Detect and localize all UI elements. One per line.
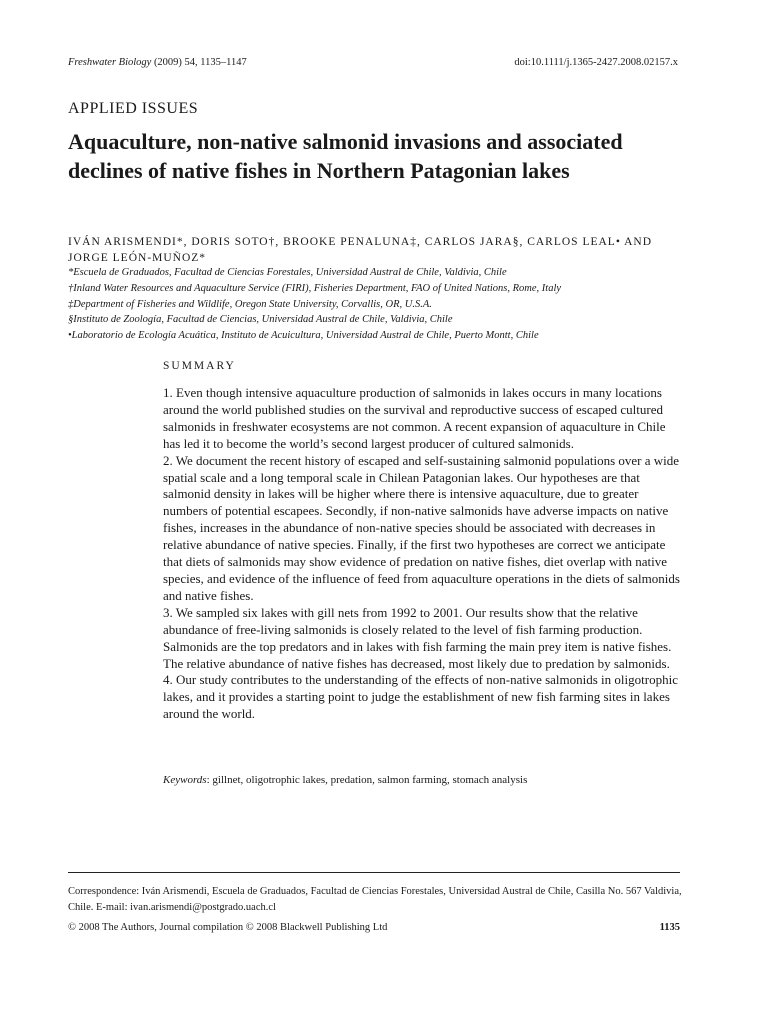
affiliation-5: •Laboratorio de Ecología Acuática, Instituto de Acuicultura, Universidad Austral de Chile, Puerto Montt, Chile — [68, 330, 539, 342]
running-header — [68, 57, 678, 68]
journal-citation — [68, 57, 247, 68]
doi[interactable]: doi:10.1111/j.1365-2427.2008.02157.x — [514, 57, 678, 68]
summary-paragraph-1: 1. Even though intensive aquaculture production of salmonids in lakes occurs in many locations around the world published studies on the survival and reproductive success of escaped cultured salmonids in freshwater ecosystems are not common. A recent expansion of aquaculture in Chile has led it to become the world’s second largest producer of cultured salmonids. — [163, 385, 666, 451]
summary-paragraph-4: 4. Our study contributes to the understanding of the effects of non-native salmonids in oligotrophic lakes, and it provides a starting point to judge the establishment of new fish farming sites in lakes around the world. — [163, 672, 678, 722]
footnote-divider — [68, 872, 680, 873]
affiliation-1: *Escuela de Graduados, Facultad de Ciencias Forestales, Universidad Austral de Chile, Valdivia, Chile — [68, 267, 507, 278]
summary-paragraph-2: 2. We document the recent history of escaped and self-sustaining salmonid populations over a wide spatial scale and a long temporal scale in Chilean Patagonian lakes. Our hypotheses are that salmonid density in lakes will be higher where there is intensive aquaculture, due to greater numbers of potential escapees. Secondly, if non-native salmonids have adverse impacts on native fishes, increases in the abundance of non-native species should be associated with decreases in relative abundance of native species. Finally, if the first two hypotheses are correct we anticipate that diets of salmonids may show evidence of predation on native fishes, diet overlap with native species, and evidence of the influence of feed from aquaculture operations in the diets of salmonids and native fishes. — [163, 452, 680, 603]
page-number: 1135 — [659, 922, 680, 933]
journal-name: Freshwater Biology — [68, 57, 152, 68]
affiliations — [68, 265, 698, 344]
author-list: IVÁN ARISMENDI*, DORIS SOTO†, BROOKE PENALUNA‡, CARLOS JARA§, CARLOS LEAL• AND JORGE LEÓN-MUÑOZ* — [68, 236, 653, 264]
summary-heading: SUMMARY — [163, 360, 236, 372]
affiliation-2: †Inland Water Resources and Aquaculture Service (FIRI), Fisheries Department, FAO of United Nations, Rome, Italy — [68, 282, 562, 294]
affiliation-4: §Instituto de Zoología, Facultad de Ciencias, Universidad Austral de Chile, Valdivia, Chile — [68, 314, 453, 326]
affiliation-3: ‡Department of Fisheries and Wildlife, Oregon State University, Corvallis, OR, U.S.A. — [68, 298, 432, 310]
section-label: APPLIED ISSUES — [68, 100, 199, 117]
keywords-label: Keywords — [163, 774, 207, 786]
keywords — [163, 774, 683, 786]
article-title: Aquaculture, non-native salmonid invasions and associated declines of native fishes in Northern Patagonian lakes — [68, 129, 623, 183]
summary-body — [163, 385, 683, 723]
correspondence-note: Correspondence: Iván Arismendi, Escuela de Graduados, Facultad de Ciencias Forestales, Universidad Austral de Chile, Casilla No. 567 Valdivia, Chile. E-mail: ivan.arismendi@postgrado.uach.cl — [68, 886, 682, 913]
volume-pages: (2009) 54, 1135–1147 — [153, 57, 247, 68]
summary-paragraph-3: 3. We sampled six lakes with gill nets from 1992 to 2001. Our results show that the relative abundance of free-living salmonids is closely related to the level of fish farming production. Salmonids are the top predators and in lakes with fish farming the main prey item is native fishes. The relative abundance of native fishes has decreased, most likely due to predation by salmonids. — [163, 604, 672, 671]
copyright: © 2008 The Authors, Journal compilation © 2008 Blackwell Publishing Ltd — [68, 922, 388, 933]
keywords-text: : gillnet, oligotrophic lakes, predation, salmon farming, stomach analysis — [206, 774, 528, 786]
page-footer — [68, 922, 680, 933]
